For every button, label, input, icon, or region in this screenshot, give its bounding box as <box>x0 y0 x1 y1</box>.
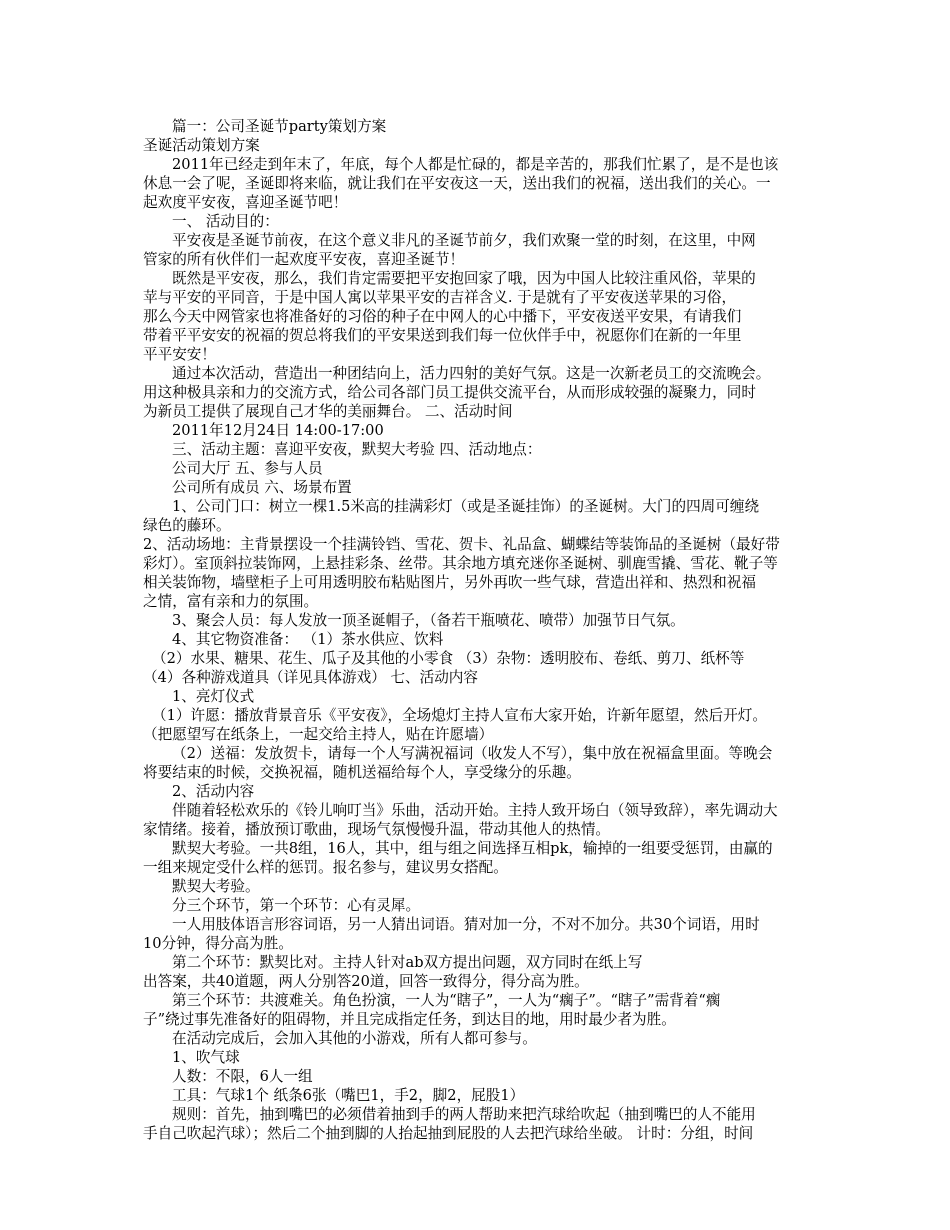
paragraph-line: 1、公司门口：树立一棵1.5米高的挂满彩灯（或是圣诞挂饰）的圣诞树。大门的四周可缠绕 <box>172 498 760 515</box>
section-heading: 一、 活动目的： <box>172 213 279 230</box>
paragraph-line: 2011年已经走到年末了，年底，每个人都是忙碌的，都是辛苦的，那我们忙累了，是不是也该 <box>172 156 779 173</box>
paragraph-line: 手自己吹起汽球）；然后二个抽到脚的人抬起抽到屁股的人去把汽球给坐破。 计时：分组，时间 <box>143 1125 754 1142</box>
paragraph-line: 一人用肢体语言形容词语，另一人猜出词语。猜对加一分，不对不加分。共30个词语，用时 <box>172 916 760 933</box>
paragraph-line: 管家的所有伙伴们一起欢度平安夜，喜迎圣诞节！ <box>143 251 465 268</box>
paragraph-line: 第二个环节：默契比对。主持人针对ab双方提出问题，双方同时在纸上写 <box>172 954 643 971</box>
paragraph-line: 苹与平安的平同音，于是中国人寓以苹果平安的吉祥含义. 于是就有了平安夜送苹果的习俗， <box>143 289 737 306</box>
paragraph-line: 2、活动内容 <box>172 783 255 800</box>
paragraph-line: 10分钟，得分高为胜。 <box>143 935 293 952</box>
paragraph-line: 在活动完成后，会加入其他的小游戏，所有人都可参与。 <box>172 1030 537 1047</box>
paragraph-line: 分三个环节，第一个环节：心有灵犀。 <box>172 897 421 914</box>
paragraph-line: 子”绕过事先准备好的阻碍物，并且完成指定任务，到达目的地，用时最少者为胜。 <box>143 1011 676 1028</box>
paragraph-line: 公司所有成员 六、场景布置 <box>172 479 352 496</box>
doc-heading: 篇一：公司圣诞节party策划方案 <box>172 118 387 135</box>
paragraph-line: 带着平平安安的祝福的贺总将我们的平安果送到我们每一位伙伴手中，祝愿你们在新的一年里 <box>143 327 742 344</box>
paragraph-line: 平安夜是圣诞节前夜，在这个意义非凡的圣诞节前夕，我们欢聚一堂的时刻，在这里，中网 <box>172 232 756 249</box>
paragraph-line: 用这种极具亲和力的交流方式，给公司各部门员工提供交流平台，从而形成较强的凝聚力，同时 <box>143 384 756 401</box>
paragraph-line: 公司大厅 五、参与人员 <box>172 460 323 477</box>
paragraph-line: 休息一会了呢，圣诞即将来临，就让我们在平安夜这一天，送出我们的祝福，送出我们的关心。一 <box>143 175 771 192</box>
paragraph-line: （1）许愿：播放背景音乐《平安夜》，全场熄灯主持人宣布大家开始，许新年愿望，然后开灯。 <box>152 707 767 724</box>
paragraph-line: 人数：不限，6人一组 <box>172 1068 313 1085</box>
paragraph-line: 绿色的藤环。 <box>143 517 231 534</box>
paragraph-line: 1、吹气球 <box>172 1049 240 1066</box>
paragraph-line: 默契大考验。 <box>172 878 260 895</box>
paragraph-line: 2、活动场地：主背景摆设一个挂满铃铛、雪花、贺卡、礼品盒、蝴蝶结等装饰品的圣诞树（最好带 <box>143 536 780 553</box>
paragraph-line: 1、亮灯仪式 <box>172 688 255 705</box>
paragraph-line: 为新员工提供了展现自己才华的美丽舞台。 二、活动时间 <box>143 403 513 420</box>
paragraph-line: 平平安安！ <box>143 346 216 363</box>
paragraph-line: 出答案，共40道题，两人分别答20道，回答一致得分，得分高为胜。 <box>143 973 589 990</box>
paragraph-line: 默契大考验。一共8组，16人，其中，组与组之间选择互相pk，输掉的一组要受惩罚，由赢的 <box>172 840 773 857</box>
paragraph-line: 伴随着轻松欢乐的《铃儿响叮当》乐曲，活动开始。主持人致开场白（领导致辞），率先调动大 <box>172 802 778 819</box>
paragraph-line: 4、其它物资准备： （1）茶水供应、饮料 <box>172 631 444 648</box>
paragraph-line: 规则：首先，抽到嘴巴的必须借着抽到手的两人帮助来把汽球给吹起（抽到嘴巴的人不能用 <box>172 1106 756 1123</box>
paragraph-line: 2011年12月24日 14:00-17:00 <box>172 422 384 439</box>
paragraph-line: 第三个环节：共渡难关。角色扮演，一人为“瞎子”，一人为“瘸子”。“瞎子”需背着“瘸 <box>172 992 721 1009</box>
paragraph-line: 既然是平安夜，那么，我们肯定需要把平安抱回家了哦，因为中国人比较注重风俗，苹果的 <box>172 270 756 287</box>
paragraph-line: （2）送福：发放贺卡，请每一个人写满祝福词（收发人不写），集中放在祝福盒里面。等晚会 <box>172 745 773 762</box>
paragraph-line: 通过本次活动，营造出一种团结向上，活力四射的美好气氛。这是一次新老员工的交流晚会。 <box>172 365 771 382</box>
paragraph-line: 相关装饰物，墙壁柜子上可用透明胶布粘贴图片，另外再吹一些气球，营造出祥和、热烈和祝福 <box>143 574 756 591</box>
paragraph-line: （2）水果、糖果、花生、瓜子及其他的小零食 （3）杂物：透明胶布、卷纸、剪刀、纸杯等 <box>152 650 745 667</box>
paragraph-line: 之情，富有亲和力的氛围。 <box>143 593 319 610</box>
paragraph-line: （4）各种游戏道具（详见具体游戏） 七、活动内容 <box>143 669 478 686</box>
paragraph-line: 三、活动主题：喜迎平安夜，默契大考验 四、活动地点： <box>172 441 542 458</box>
paragraph-line: （把愿望写在纸条上，一起交给主持人，贴在许愿墙） <box>143 726 494 743</box>
paragraph-line: 彩灯）。室顶斜拉装饰网，上悬挂彩条、丝带。其余地方填充迷你圣诞树、驯鹿雪撬、雪花、靴子等 <box>143 555 778 572</box>
paragraph-line: 一组来规定受什么样的惩罚。报名参与，建议男女搭配。 <box>143 859 508 876</box>
paragraph-line: 起欢度平安夜，喜迎圣诞节吧！ <box>143 194 348 211</box>
paragraph-line: 家情绪。接着，播放预订歌曲，现场气氛慢慢升温，带动其他人的热情。 <box>143 821 611 838</box>
doc-title: 圣诞活动策划方案 <box>143 137 260 154</box>
paragraph-line: 工具：气球1个 纸条6张（嘴巴1，手2，脚2，屁股1） <box>172 1087 525 1104</box>
paragraph-line: 将要结束的时候，交换祝福，随机送福给每个人，享受缘分的乐趣。 <box>143 764 581 781</box>
paragraph-line: 3、聚会人员：每人发放一顶圣诞帽子，（备若干瓶喷花、喷带）加强节日气氛。 <box>172 612 685 629</box>
paragraph-line: 那么今天中网管家也将准备好的习俗的种子在中网人的心中播下，平安夜送平安果，有请我们 <box>143 308 742 325</box>
